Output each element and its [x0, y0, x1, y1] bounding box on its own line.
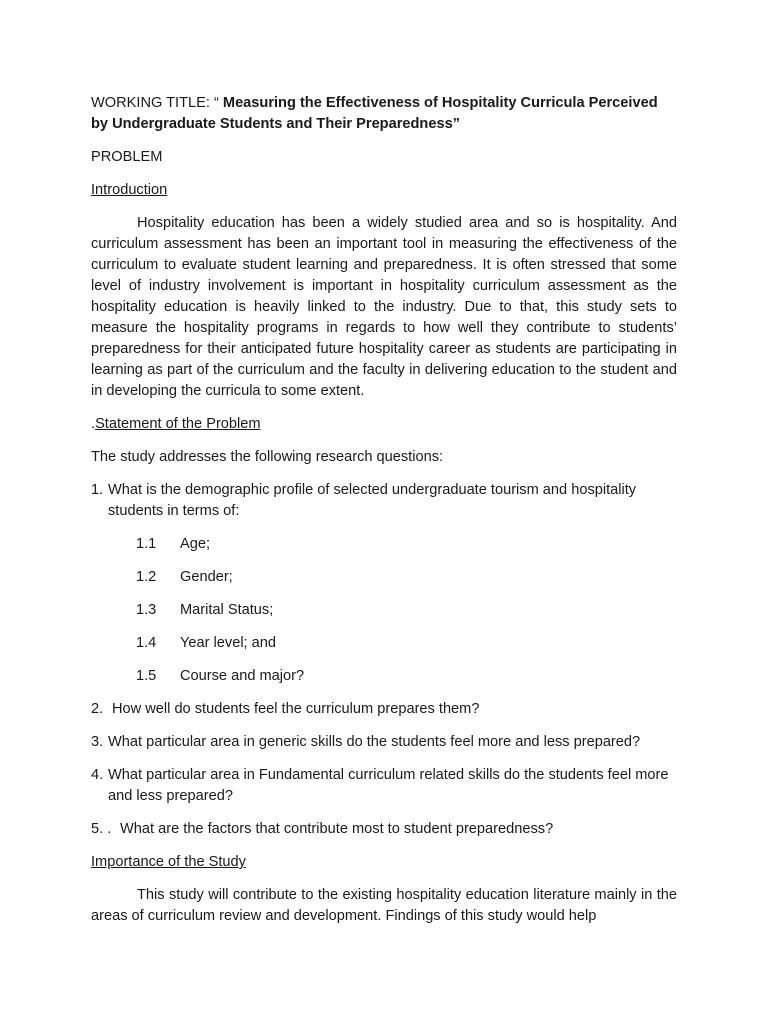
document-page [91, 93, 677, 927]
subitem-number: 1.1 [136, 536, 157, 552]
working-title-prefix: WORKING TITLE: “ [91, 95, 223, 111]
question-1-text: What is the demographic profile of selected undergraduate tourism and hospitality students in terms of: [108, 482, 637, 519]
subitem-text: Marital Status; [180, 602, 274, 618]
subitem-number: 1.4 [136, 635, 157, 651]
statement-heading [91, 414, 677, 435]
subitem-number: 1.2 [136, 569, 157, 585]
subitem-1-1 [136, 534, 677, 555]
question-1-number: 1. [91, 482, 104, 498]
introduction-paragraph: Hospitality education has been a widely studied area and so is hospitality. And curriculum assessment has been an important tool in measuring the effectiveness of the curriculum to evaluate student learning and preparedness. It is often stressed that some level of industry involvement is important in hospitality curriculum assessment as the hospitality education is heavily linked to the industry. Due to that, this study sets to measure the hospitality programs in regards to how well they contribute to students’ preparedness for their anticipated future hospitality career as students are participating in learning as part of the curriculum and the faculty in delivering education to the student and in developing the curricula to some extent. [91, 215, 677, 399]
question-2 [91, 699, 677, 720]
statement-lead: The study addresses the following research questions: [91, 449, 444, 465]
question-2-number: 2. [91, 701, 104, 717]
subitem-number: 1.3 [136, 602, 157, 618]
subitem-text: Year level; and [180, 635, 277, 651]
question-1 [91, 480, 677, 522]
introduction-heading: Introduction [91, 182, 168, 198]
question-2-text: How well do students feel the curriculum prepares them? [112, 701, 480, 717]
subitem-1-2 [136, 567, 677, 588]
problem-heading: PROBLEM [91, 149, 163, 165]
subitem-1-3 [136, 600, 677, 621]
importance-heading: Importance of the Study [91, 854, 246, 870]
question-5-number: 5. . [91, 821, 112, 837]
question-4-number: 4. [91, 767, 104, 783]
subitem-number: 1.5 [136, 668, 157, 684]
question-5 [91, 819, 677, 840]
importance-paragraph: This study will contribute to the existing hospitality education literature mainly in the areas of curriculum review and development. Findings of this study would help [91, 887, 677, 924]
working-title [91, 93, 677, 135]
question-3-number: 3. [91, 734, 104, 750]
working-title-text: Measuring the Effectiveness of Hospitality Curricula Perceived by Undergraduate Students and Their Preparedness” [91, 95, 658, 132]
subitem-1-5 [136, 666, 677, 687]
subitem-text: Age; [180, 536, 211, 552]
statement-heading-text: Statement of the Problem [95, 416, 261, 432]
subitem-text: Gender; [180, 569, 233, 585]
question-4-text: What particular area in Fundamental curriculum related skills do the students feel more and less prepared? [108, 767, 669, 804]
question-4 [91, 765, 677, 807]
statement-heading-prefix: . [91, 416, 96, 432]
question-5-text: What are the factors that contribute most to student preparedness? [120, 821, 554, 837]
subitem-text: Course and major? [180, 668, 305, 684]
question-3 [91, 732, 677, 753]
subitem-1-4 [136, 633, 677, 654]
question-3-text: What particular area in generic skills do the students feel more and less prepared? [108, 734, 641, 750]
